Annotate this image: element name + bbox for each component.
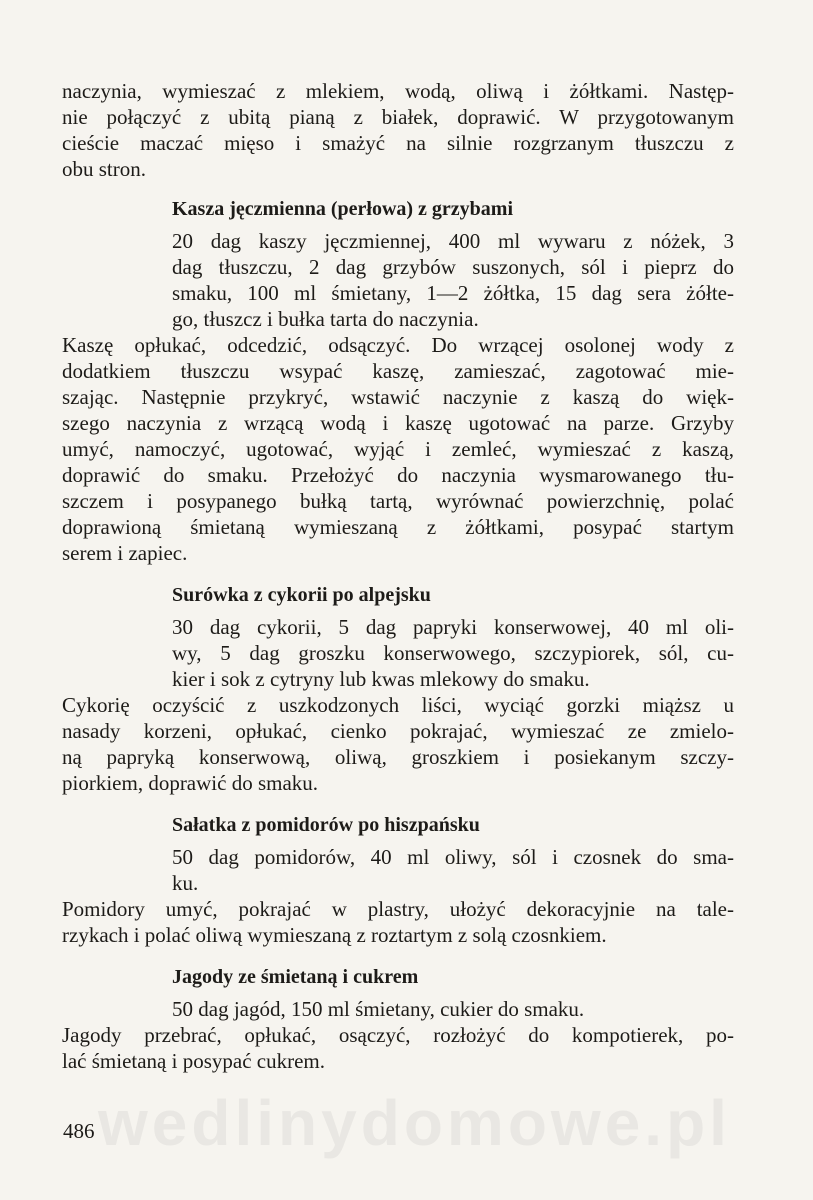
text-line: naczynia, wymieszać z mlekiem, wodą, oliwą i żółtkami. Następ- — [62, 79, 734, 103]
text-line: obu stron. — [62, 157, 146, 181]
ingredient-line: smaku, 100 ml śmietany, 1—2 żółtka, 15 dag sera żółte- — [172, 281, 734, 305]
ingredient-line: wy, 5 dag groszku konserwowego, szczypiorek, sól, cu- — [172, 641, 734, 665]
text-line: ną papryką konserwową, oliwą, groszkiem i posiekanym szczy- — [62, 745, 734, 769]
watermark: wedlinydomowe.pl — [98, 1087, 731, 1159]
text-line: szego naczynia z wrzącą wodą i kaszę ugotować na parze. Grzyby — [62, 411, 734, 435]
text-line: szając. Następnie przykryć, wstawić naczynie z kaszą do więk- — [62, 385, 734, 409]
text-line: Jagody przebrać, opłukać, osączyć, rozłożyć do kompotierek, po- — [62, 1023, 734, 1047]
text-line: Cykorię oczyścić z uszkodzonych liści, wyciąć gorzki miąższ u — [62, 693, 734, 717]
text-line: lać śmietaną i posypać cukrem. — [62, 1049, 325, 1073]
text-line: umyć, namoczyć, ugotować, wyjąć i zemleć, wymieszać z kaszą, — [62, 437, 734, 461]
recipe-title: Kasza jęczmienna (perłowa) z grzybami — [172, 198, 514, 220]
text-line: nie połączyć z ubitą pianą z białek, doprawić. W przygotowanym — [62, 105, 734, 129]
ingredient-line: 20 dag kaszy jęczmiennej, 400 ml wywaru z nóżek, 3 — [172, 229, 734, 253]
page-number: 486 — [63, 1119, 95, 1143]
ingredient-line: kier i sok z cytryny lub kwas mlekowy do smaku. — [172, 667, 590, 691]
ingredient-line: dag tłuszczu, 2 dag grzybów suszonych, sól i pieprz do — [172, 255, 734, 279]
text-line: nasady korzeni, opłukać, cienko pokrajać, wymieszać ze zmielo- — [62, 719, 734, 743]
ingredient-line: go, tłuszcz i bułka tarta do naczynia. — [172, 307, 479, 331]
text-line: piorkiem, doprawić do smaku. — [62, 771, 319, 795]
text-line: Kaszę opłukać, odcedzić, odsączyć. Do wrzącej osolonej wody z — [62, 333, 734, 357]
recipe-title: Sałatka z pomidorów po hiszpańsku — [172, 814, 480, 836]
text-line: szczem i posypanego bułką tartą, wyrównać powierzchnię, polać — [62, 489, 734, 513]
recipe-title: Jagody ze śmietaną i cukrem — [172, 966, 419, 988]
ingredient-line: ku. — [172, 871, 199, 895]
ingredient-line: 30 dag cykorii, 5 dag papryki konserwowej, 40 ml oli- — [172, 615, 734, 639]
text-line: doprawioną śmietaną wymieszaną z żółtkami, posypać startym — [62, 515, 734, 539]
recipe-title: Surówka z cykorii po alpejsku — [172, 584, 431, 606]
text-line: rzykach i polać oliwą wymieszaną z roztartym z solą czosnkiem. — [62, 923, 607, 947]
text-line: dodatkiem tłuszczu wsypać kaszę, zamieszać, zagotować mie- — [62, 359, 734, 383]
text-line: cieście maczać mięso i smażyć na silnie rozgrzanym tłuszczu z — [62, 131, 734, 155]
text-line: doprawić do smaku. Przełożyć do naczynia wysmarowanego tłu- — [62, 463, 734, 487]
ingredient-line: 50 dag pomidorów, 40 ml oliwy, sól i czosnek do sma- — [172, 845, 734, 869]
ingredient-line: 50 dag jagód, 150 ml śmietany, cukier do smaku. — [172, 997, 585, 1021]
text-line: Pomidory umyć, pokrajać w plastry, ułożyć dekoracyjnie na tale- — [62, 897, 734, 921]
text-line: serem i zapiec. — [62, 541, 188, 565]
